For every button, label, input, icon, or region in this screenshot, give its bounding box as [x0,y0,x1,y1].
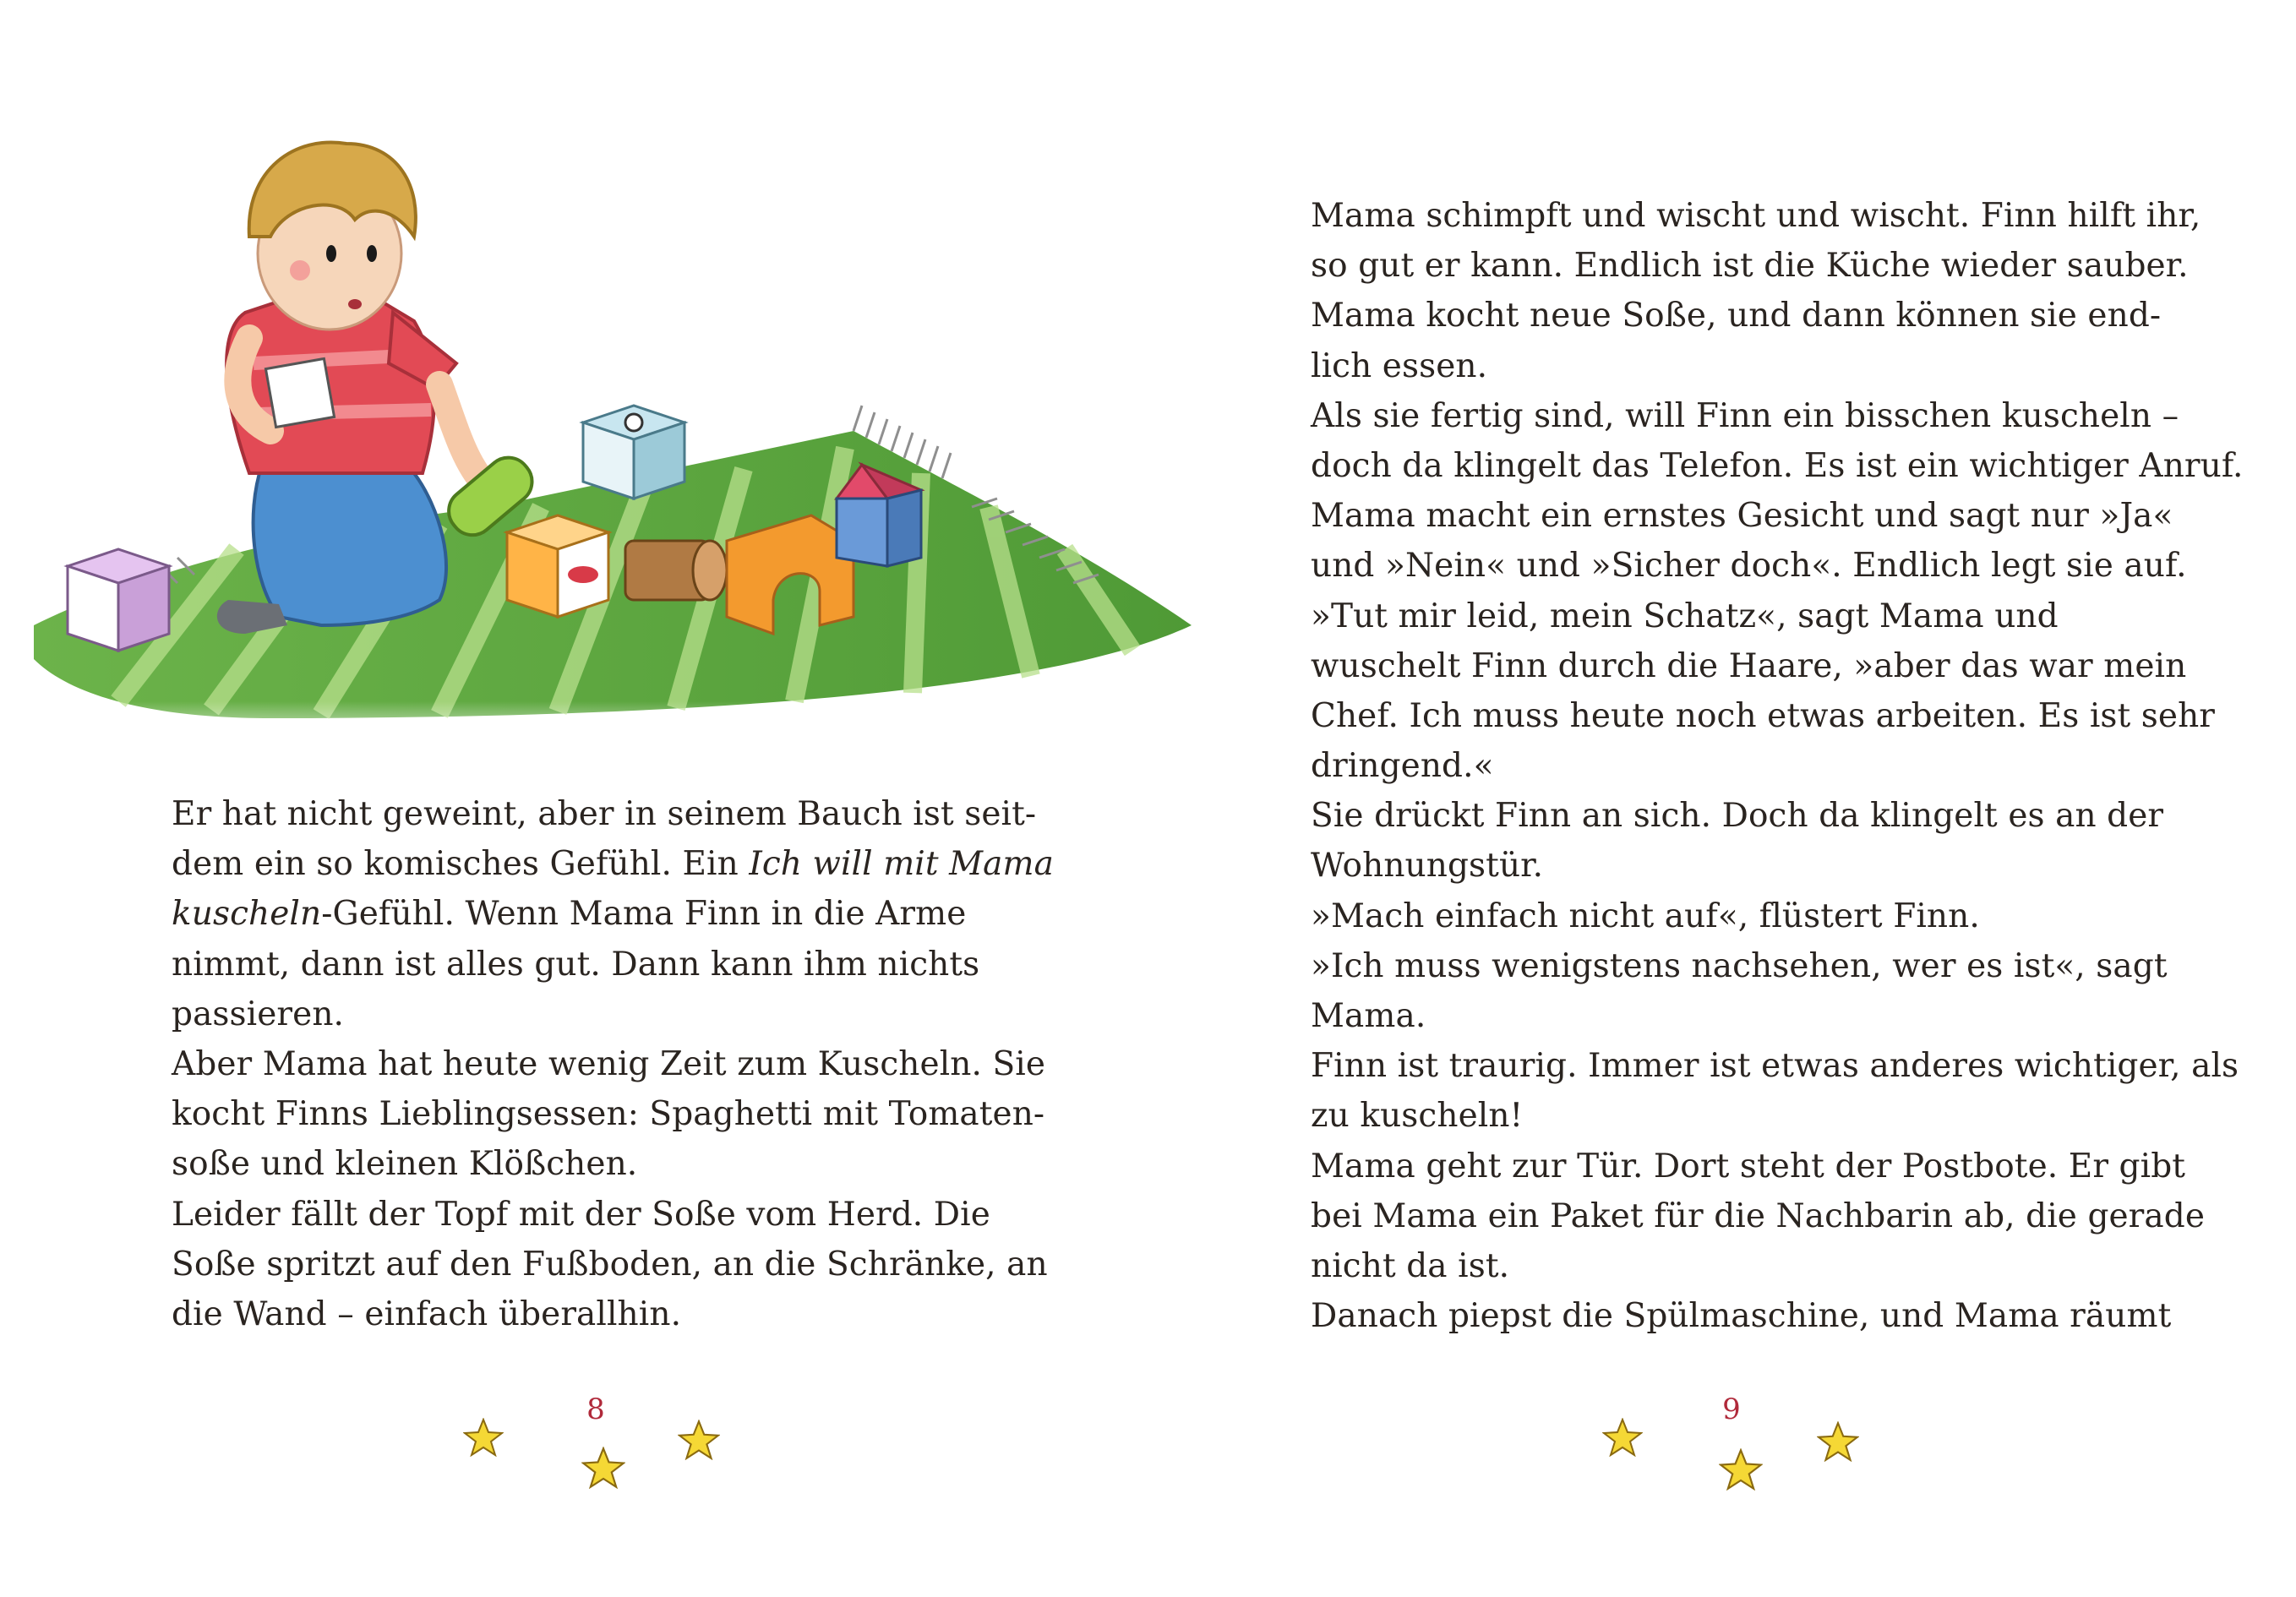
boy-playing-illustration [17,110,1200,752]
text-line [172,940,1054,989]
left-story-text [172,789,1054,1339]
text-segment: Soße spritzt auf den Fußboden, an die Schränke, an [172,1245,1048,1284]
text-line [172,1190,1054,1240]
star-icon [1719,1448,1763,1491]
star-icon [581,1447,625,1489]
text-line: nicht da ist. [1311,1246,1510,1285]
text-line [172,1089,1054,1139]
star-icon [678,1420,720,1460]
text-line [172,1139,1054,1189]
text-line [172,1039,1054,1089]
star-icon [1817,1421,1859,1462]
text-line: Danach piepst die Spülmaschine, und Mama räumt [1311,1297,2172,1336]
page-number-right: 9 [1722,1393,1741,1426]
right-page [1148,0,2296,1597]
text-line: Mama geht zur Tür. Dort steht der Postbote. Er gibt [1311,1147,2186,1185]
text-line: bei Mama ein Paket für die Nachbarin ab, die gerade [1311,1196,2206,1235]
text-segment: Er hat nicht geweint, aber in seinem Bauch ist seit- [172,795,1037,833]
text-segment: soße und kleinen Klößchen. [172,1145,638,1184]
text-segment: kocht Finns Lieblingsessen: Spaghetti mit Tomaten- [172,1095,1045,1134]
italic-text-segment: Ich will mit Mama [749,845,1054,884]
text-line: Sie drückt Finn an sich. Doch da klingelt es an der [1311,797,2164,836]
page-number-left: 8 [586,1393,605,1426]
text-line: Als sie fertig sind, will Finn ein bisschen kuscheln – [1311,396,2179,435]
text-line: wuschelt Finn durch die Haare, »aber das war mein [1311,646,2187,685]
text-line: Mama macht ein ernstes Gesicht und sagt nur »Ja« [1311,497,2173,536]
text-line [172,839,1054,889]
text-line: Finn ist traurig. Immer ist etwas anderes wichtiger, als [1311,1047,2239,1086]
right-story-text [1311,191,2244,1341]
text-line: und »Nein« und »Sicher doch«. Endlich legt sie auf. [1311,547,2187,586]
text-segment: Leider fällt der Topf mit der Soße vom Herd. Die [172,1195,990,1234]
text-line [172,1240,1054,1289]
text-segment: passieren. [172,995,345,1033]
text-line: Mama schimpft und wischt und wischt. Finn hilft ihr, [1311,197,2201,235]
text-line [172,889,1054,939]
text-line: so gut er kann. Endlich ist die Küche wieder sauber. [1311,247,2189,286]
text-line [172,989,1054,1039]
text-line: doch da klingelt das Telefon. Es ist ein wichtiger Anruf. [1311,446,2244,485]
text-line: Chef. Ich muss heute noch etwas arbeiten. Es ist sehr [1311,696,2216,735]
text-line: »Tut mir leid, mein Schatz«, sagt Mama und [1311,597,2059,635]
italic-text-segment: kuscheln [172,895,322,934]
text-segment: dem ein so komisches Gefühl. Ein [172,845,750,884]
text-line: »Ich muss wenigstens nachsehen, wer es ist«, sagt [1311,946,2168,985]
text-line: »Mach einfach nicht auf«, flüstert Finn. [1311,897,1980,935]
text-line: Mama kocht neue Soße, und dann können sie end- [1311,297,2162,335]
text-line [172,789,1054,839]
text-line: lich essen. [1311,346,1488,385]
star-icon [463,1418,504,1457]
text-segment: nimmt, dann ist alles gut. Dann kann ihm nichts [172,945,980,984]
text-line: dringend.« [1311,747,1494,786]
text-line [172,1289,1054,1339]
text-line: Mama. [1311,997,1426,1035]
text-segment: die Wand – einfach überallhin. [172,1294,682,1333]
star-icon [1602,1418,1643,1457]
text-line: Wohnungstür. [1311,847,1544,886]
text-line: zu kuscheln! [1311,1097,1524,1136]
text-segment: -Gefühl. Wenn Mama Finn in die Arme [321,895,967,934]
text-segment: Aber Mama hat heute wenig Zeit zum Kuscheln. Sie [172,1044,1046,1083]
